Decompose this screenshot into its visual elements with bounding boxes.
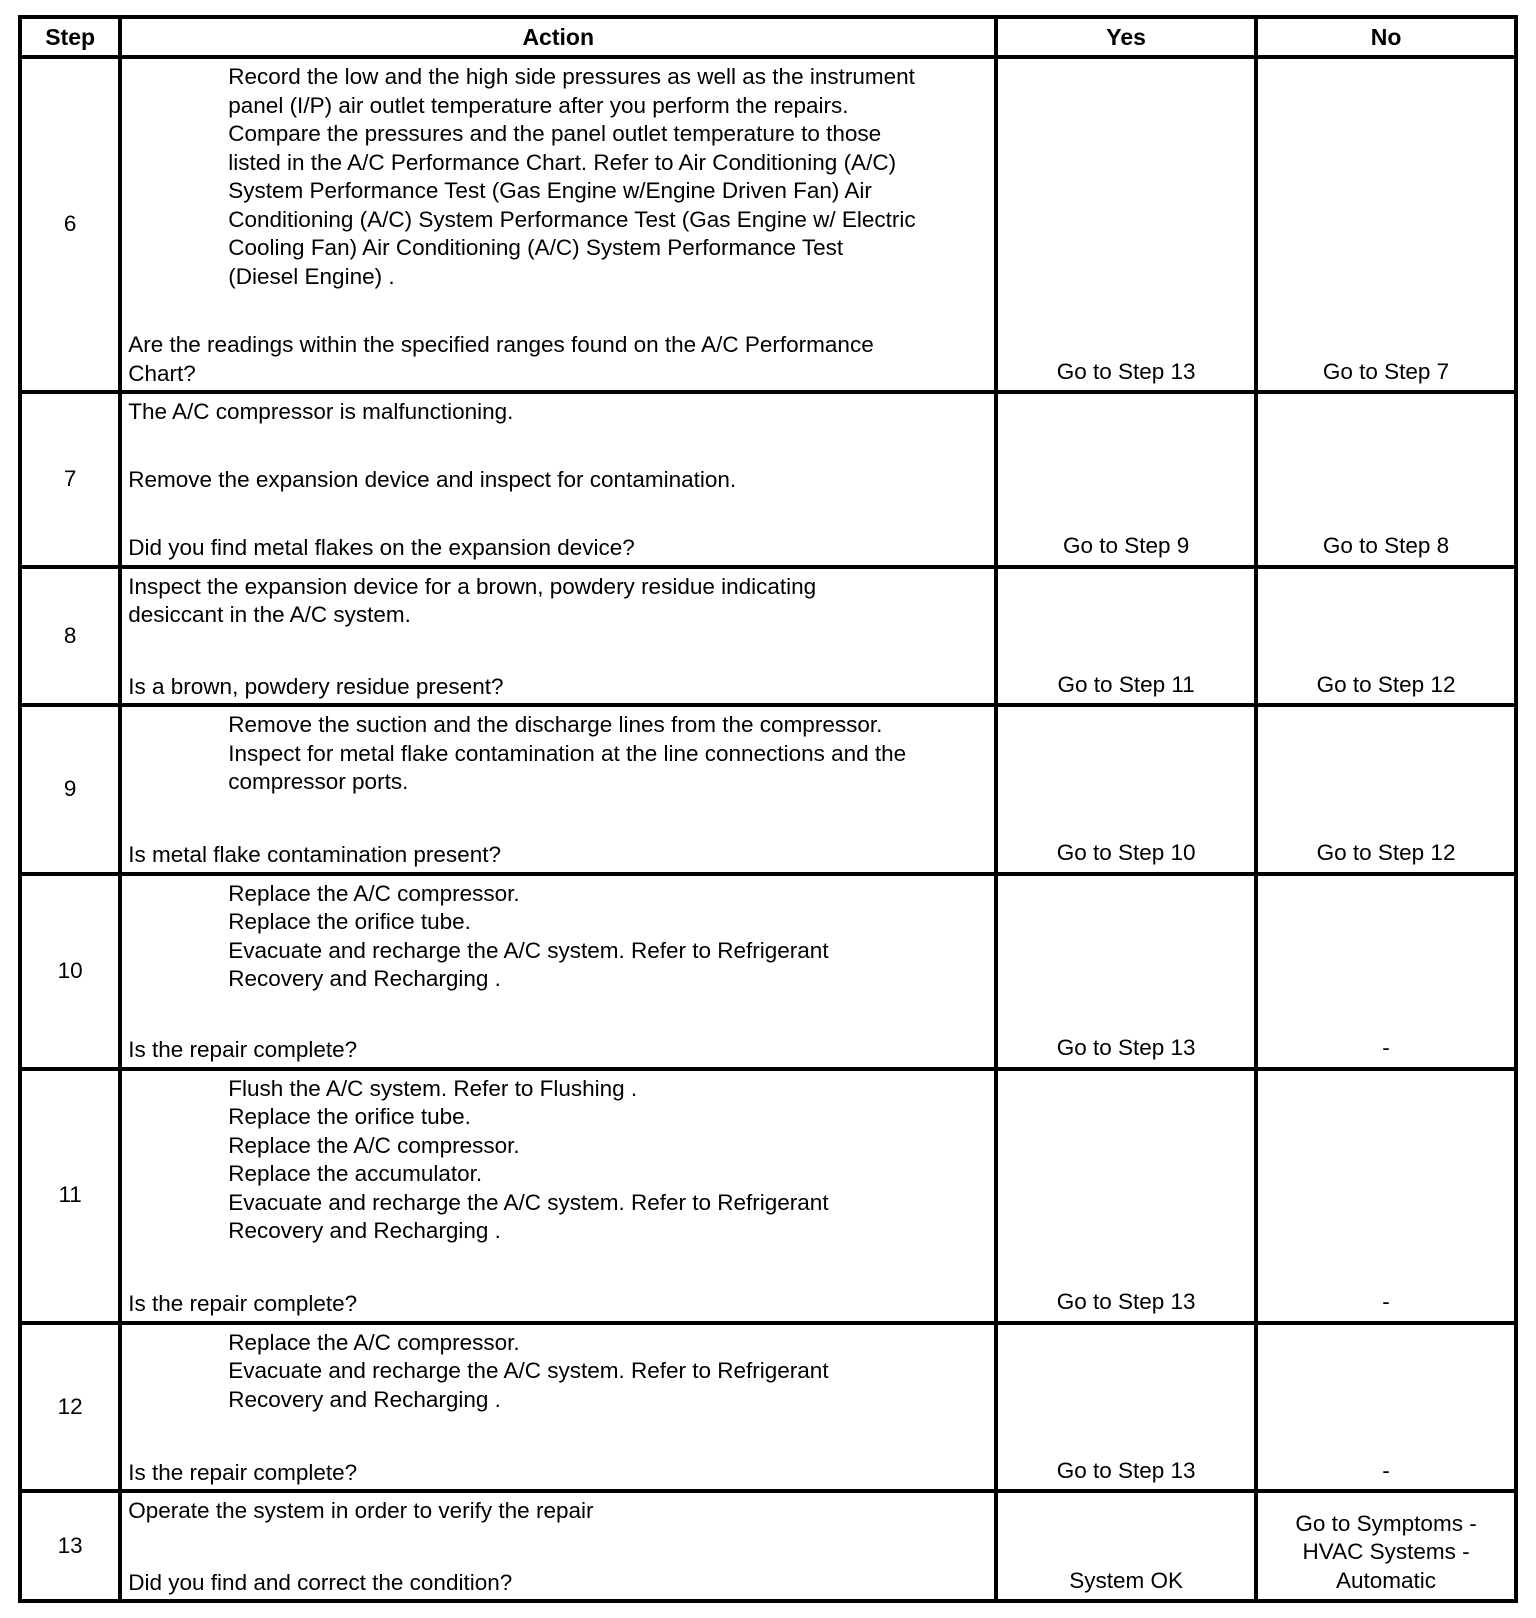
yes-result: Go to Step 10: [996, 705, 1256, 874]
step-number: 11: [20, 1069, 120, 1323]
instruction-line: Replace the A/C compressor.: [228, 880, 520, 906]
header-yes: Yes: [996, 17, 1256, 57]
step-number: 10: [20, 874, 120, 1069]
no-result: [1256, 1491, 1516, 1601]
question-text: [128, 331, 990, 388]
question-text: Is the repair complete?: [128, 1291, 358, 1317]
action-cell: [120, 567, 996, 705]
instruction-line: Inspect the expansion device for a brown, powdery residue indicating: [128, 573, 817, 599]
instruction-line: Conditioning (A/C) System Performance Test (Gas Engine w/ Electric: [228, 206, 916, 232]
instruction-block: [128, 573, 990, 630]
yes-result: Go to Step 9: [996, 392, 1256, 567]
yes-result: Go to Step 13: [996, 874, 1256, 1069]
no-result-line: Go to Symptoms -: [1295, 1510, 1477, 1536]
action-cell: [120, 874, 996, 1069]
header-row: [20, 17, 1516, 57]
no-result: Go to Step 7: [1256, 57, 1516, 392]
question-line: Chart?: [128, 360, 196, 386]
step-number: 8: [20, 567, 120, 705]
no-result: Go to Step 8: [1256, 392, 1516, 567]
no-result: Go to Step 12: [1256, 705, 1516, 874]
step-number: 6: [20, 57, 120, 392]
instruction-line: Replace the A/C compressor.: [228, 1329, 520, 1355]
statement-text: The A/C compressor is malfunctioning.: [128, 399, 514, 425]
instruction-line: Inspect for metal flake contamination at the line connections and the: [228, 740, 907, 766]
instruction-block: [128, 1329, 990, 1415]
instruction-line: Replace the orifice tube.: [228, 1104, 471, 1130]
yes-result: Go to Step 13: [996, 1069, 1256, 1323]
instruction-line: panel (I/P) air outlet temperature after you perform the repairs.: [228, 92, 849, 118]
instruction-text: Remove the expansion device and inspect for contamination.: [128, 467, 737, 493]
no-result: Go to Step 12: [1256, 567, 1516, 705]
step-number: 12: [20, 1323, 120, 1492]
instruction-line: compressor ports.: [228, 769, 409, 795]
table-row-step-11: [20, 1069, 1516, 1323]
diagnostic-table: [18, 15, 1518, 1603]
no-result: -: [1256, 874, 1516, 1069]
instruction-line: Evacuate and recharge the A/C system. Refer to Refrigerant: [228, 1358, 829, 1384]
instruction-line: Compare the pressures and the panel outlet temperature to those: [228, 121, 882, 146]
no-result: -: [1256, 1323, 1516, 1492]
no-result-line: HVAC Systems -: [1302, 1539, 1470, 1564]
action-cell: [120, 1069, 996, 1323]
table-row-step-13: [20, 1491, 1516, 1601]
instruction-line: Record the low and the high side pressures as well as the instrument: [228, 64, 915, 89]
instruction-line: Flush the A/C system. Refer to Flushing .: [228, 1075, 638, 1101]
instruction-line: (Diesel Engine) .: [228, 263, 395, 289]
table-row-step-10: [20, 874, 1516, 1069]
step-number: 9: [20, 705, 120, 874]
table-row-step-9: [20, 705, 1516, 874]
action-cell: [120, 392, 996, 567]
instruction-block: [128, 711, 990, 797]
instruction-line: Evacuate and recharge the A/C system. Refer to Refrigerant: [228, 937, 829, 963]
instruction-block: [128, 880, 990, 994]
step-number: 13: [20, 1491, 120, 1601]
no-result-line: Automatic: [1336, 1567, 1437, 1593]
action-cell: [120, 705, 996, 874]
instruction-line: desiccant in the A/C system.: [128, 602, 411, 628]
instruction-block: [128, 63, 990, 291]
instruction-block: [128, 1075, 990, 1246]
no-result: -: [1256, 1069, 1516, 1323]
action-cell: [120, 57, 996, 392]
question-text: Did you find metal flakes on the expansion device?: [128, 535, 635, 561]
instruction-line: Recovery and Recharging .: [228, 966, 501, 992]
instruction-line: listed in the A/C Performance Chart. Refer to Air Conditioning (A/C): [228, 149, 897, 175]
question-text: Is a brown, powdery residue present?: [128, 673, 504, 699]
header-step: Step: [20, 17, 120, 57]
instruction-line: Replace the accumulator.: [228, 1161, 483, 1187]
table-row-step-6: [20, 57, 1516, 392]
step-number: 7: [20, 392, 120, 567]
instruction-line: Recovery and Recharging .: [228, 1218, 501, 1244]
question-text: Is the repair complete?: [128, 1037, 358, 1063]
action-cell: [120, 1491, 996, 1601]
instruction-line: Remove the suction and the discharge lines from the compressor.: [228, 712, 883, 738]
yes-result: Go to Step 13: [996, 1323, 1256, 1492]
instruction-line: Cooling Fan) Air Conditioning (A/C) System Performance Test: [228, 235, 844, 260]
instruction-text: Operate the system in order to verify the repair: [128, 1498, 594, 1524]
action-cell: [120, 1323, 996, 1492]
yes-result: Go to Step 13: [996, 57, 1256, 392]
question-text: Did you find and correct the condition?: [128, 1569, 513, 1595]
instruction-line: Replace the A/C compressor.: [228, 1132, 520, 1158]
table-row-step-7: [20, 392, 1516, 567]
instruction-line: Replace the orifice tube.: [228, 909, 471, 935]
instruction-line: Recovery and Recharging .: [228, 1386, 501, 1412]
yes-result: Go to Step 11: [996, 567, 1256, 705]
question-text: Is the repair complete?: [128, 1459, 358, 1485]
instruction-line: Evacuate and recharge the A/C system. Refer to Refrigerant: [228, 1189, 829, 1215]
header-no: No: [1256, 17, 1516, 57]
header-action: Action: [120, 17, 996, 57]
instruction-line: System Performance Test (Gas Engine w/Engine Driven Fan) Air: [228, 178, 872, 203]
question-line: Are the readings within the specified ranges found on the A/C Performance: [128, 332, 874, 358]
table-row-step-8: [20, 567, 1516, 705]
question-text: Is metal flake contamination present?: [128, 842, 501, 868]
yes-result: System OK: [996, 1491, 1256, 1601]
table-row-step-12: [20, 1323, 1516, 1492]
